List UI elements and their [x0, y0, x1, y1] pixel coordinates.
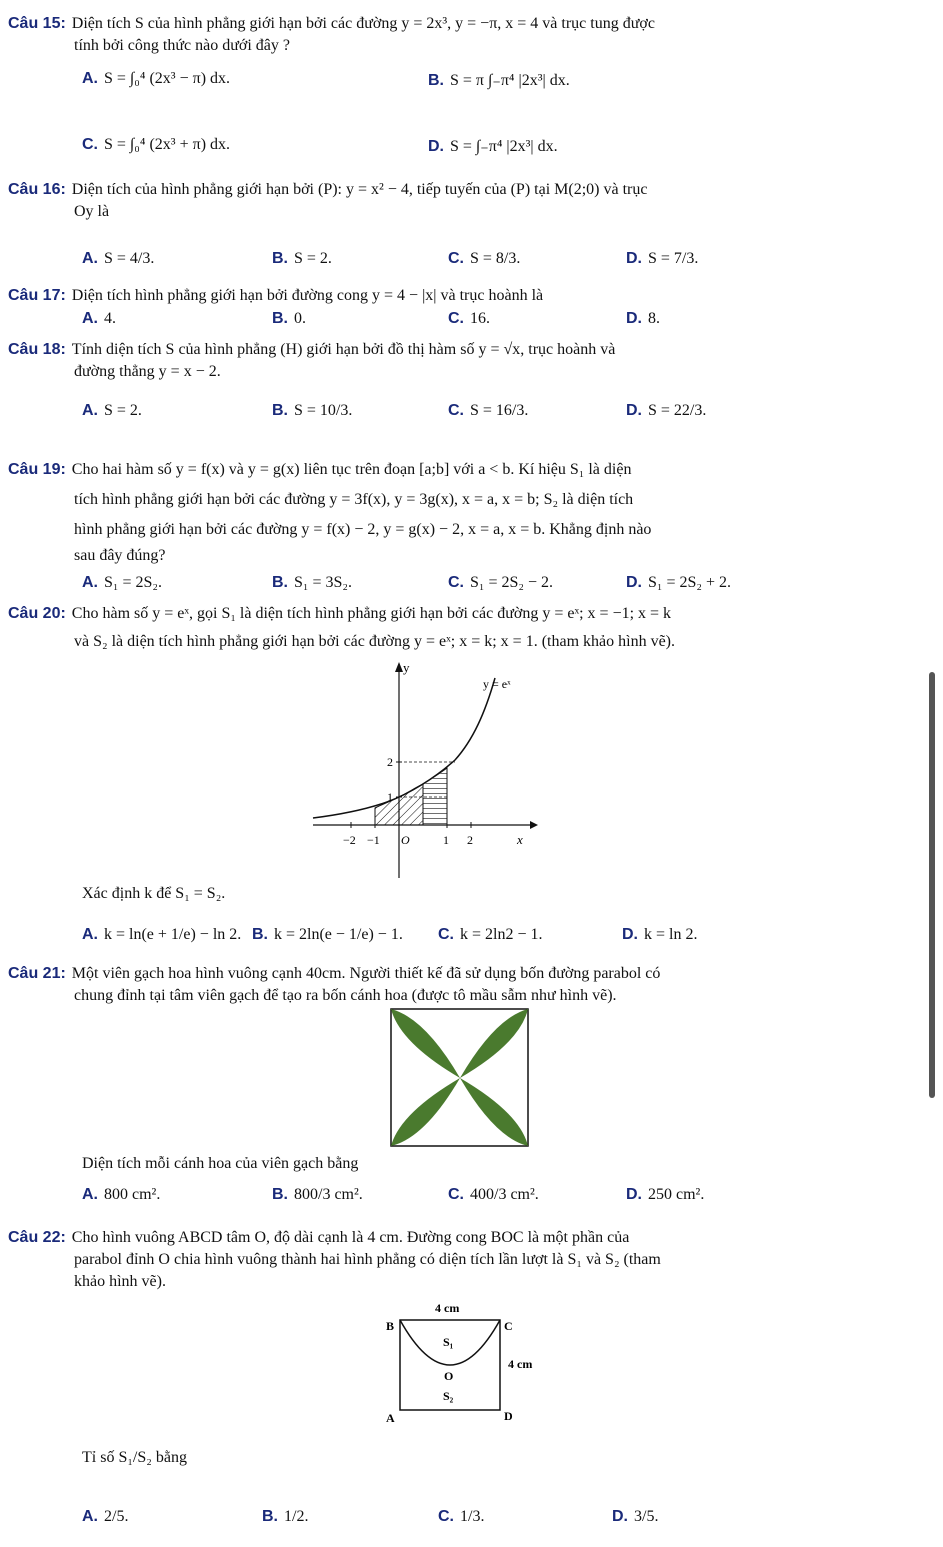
point-c: C	[504, 1319, 513, 1333]
option-c[interactable]: C. 400/3 cm².	[448, 1186, 539, 1203]
option-d[interactable]: D. k = ln 2.	[622, 926, 698, 943]
option-a[interactable]: A. 800 cm².	[82, 1186, 161, 1203]
option-a[interactable]: A. k = ln(e + 1/e) − ln 2.	[82, 926, 242, 943]
scrollbar-thumb[interactable]	[929, 672, 935, 1098]
question-stem-cont: chung đỉnh tại tâm viên gạch để tạo ra bốn cánh hoa (được tô mầu sẫm như hình vẽ).	[74, 987, 617, 1004]
tick-neg2: −2	[343, 833, 356, 847]
question-number: Câu 17:	[8, 287, 66, 304]
question-stem-cont: tích hình phẳng giới hạn bởi các đường y = 3f(x), y = 3g(x), x = a, x = b; S₂ là diện tích	[74, 491, 634, 508]
option-c[interactable]: C. S₁ = 2S₂ − 2.	[448, 574, 553, 591]
question-18	[8, 338, 908, 383]
question-stem-cont: parabol đỉnh O chia hình vuông thành hai hình phẳng có diện tích lần lượt là S₁ và S₂ (tham	[74, 1251, 661, 1268]
option-c[interactable]: C. k = 2ln2 − 1.	[438, 926, 543, 943]
option-d[interactable]: D. S = 22/3.	[626, 402, 707, 419]
question-stem-cont: Diện tích mỗi cánh hoa của viên gạch bằng	[82, 1155, 359, 1172]
question-21-ask	[82, 1152, 682, 1175]
option-a[interactable]: A. S₁ = 2S₂.	[82, 574, 162, 591]
side-length: 4 cm	[508, 1357, 533, 1371]
question-number: Câu 16:	[8, 181, 66, 198]
question-22-ask	[82, 1446, 582, 1469]
point-b: B	[386, 1319, 395, 1333]
point-a: A	[386, 1411, 395, 1425]
option-c[interactable]: C. 1/3.	[438, 1508, 485, 1525]
question-stem: Cho hàm số y = eˣ, gọi S₁ là diện tích hình phẳng giới hạn bởi các đường y = eˣ; x = −1; x = k	[71, 605, 672, 622]
question-stem-cont: Tỉ số S₁/S₂ bằng	[82, 1449, 187, 1466]
option-b[interactable]: B. S = 2.	[272, 250, 332, 267]
question-20	[8, 602, 908, 653]
option-b[interactable]: B. S₁ = 3S₂.	[272, 574, 352, 591]
option-b[interactable]: B. 1/2.	[262, 1508, 309, 1525]
top-length: 4 cm	[435, 1301, 460, 1315]
exp-graph	[305, 658, 540, 880]
question-stem: Cho hai hàm số y = f(x) và y = g(x) liên tục trên đoạn [a;b] với a < b. Kí hiệu S₁ là diện	[71, 461, 632, 478]
option-a[interactable]: A. 2/5.	[82, 1508, 129, 1525]
x-label: x	[517, 832, 523, 847]
point-d: D	[504, 1409, 513, 1423]
question-22	[8, 1226, 908, 1293]
question-stem-cont: sau đây đúng?	[74, 547, 166, 564]
question-stem: Diện tích S của hình phẳng giới hạn bởi các đường y = 2x³, y = −π, x = 4 và trục tung được	[71, 15, 655, 32]
option-a[interactable]: A. 4.	[82, 310, 116, 327]
question-21	[8, 962, 908, 1007]
question-number: Câu 19:	[8, 461, 66, 478]
question-number: Câu 15:	[8, 15, 66, 32]
question-stem-cont: khảo hình vẽ).	[74, 1273, 166, 1290]
option-c[interactable]: C. S = ∫₀⁴ (2x³ + π) dx.	[82, 136, 231, 153]
option-a[interactable]: A. S = 4/3.	[82, 250, 155, 267]
origin-label: O	[401, 833, 410, 847]
option-b[interactable]: B. S = π ∫₋π⁴ |2x³| dx.	[428, 72, 570, 89]
question-stem-cont: Oy là	[74, 203, 110, 220]
question-stem-cont: Xác định k để S₁ = S₂.	[82, 885, 226, 902]
question-number: Câu 21:	[8, 965, 66, 982]
y-arrow-icon	[395, 662, 403, 672]
question-number: Câu 20:	[8, 605, 66, 622]
point-o: O	[444, 1369, 454, 1383]
tick-y1: 1	[387, 790, 393, 804]
question-20-ask	[82, 882, 582, 905]
label-s1: S₁	[443, 1335, 454, 1349]
question-stem: Cho hình vuông ABCD tâm O, độ dài cạnh là 4 cm. Đường cong BOC là một phần của	[71, 1229, 630, 1246]
question-stem: Tính diện tích S của hình phẳng (H) giới hạn bởi đồ thị hàm số y = √x, trục hoành và	[71, 341, 616, 358]
question-stem: Một viên gạch hoa hình vuông cạnh 40cm. Người thiết kế đã sử dụng bốn đường parabol có	[71, 965, 661, 982]
y-label: y	[403, 660, 410, 675]
question-stem-cont: đường thẳng y = x − 2.	[74, 363, 221, 380]
option-d[interactable]: D. S = ∫₋π⁴ |2x³| dx.	[428, 138, 558, 155]
option-b[interactable]: B. k = 2ln(e − 1/e) − 1.	[252, 926, 403, 943]
question-stem-cont: tính bởi công thức nào dưới đây ?	[74, 37, 290, 54]
question-17	[8, 284, 908, 307]
question-number: Câu 18:	[8, 341, 66, 358]
question-stem-cont: hình phẳng giới hạn bởi các đường y = f(x) − 2, y = g(x) − 2, x = a, x = b. Khẳng định nào	[74, 521, 652, 538]
option-d[interactable]: D. S = 7/3.	[626, 250, 699, 267]
question-stem: Diện tích của hình phẳng giới hạn bởi (P): y = x² − 4, tiếp tuyến của (P) tại M(2;0) và trục	[71, 181, 648, 198]
curve-label: y = eˣ	[483, 677, 511, 691]
question-stem-cont: và S₂ là diện tích hình phẳng giới hạn bởi các đường y = eˣ; x = k; x = 1. (tham khảo hình vẽ).	[74, 633, 675, 650]
x-arrow-icon	[530, 821, 538, 829]
question-16	[8, 178, 908, 223]
square-figure	[380, 1300, 550, 1430]
option-d[interactable]: D. 3/5.	[612, 1508, 659, 1525]
question-15	[8, 12, 908, 57]
question-stem: Diện tích hình phẳng giới hạn bởi đường cong y = 4 − |x| và trục hoành là	[71, 287, 544, 304]
option-c[interactable]: C. S = 16/3.	[448, 402, 529, 419]
tile-figure	[390, 1008, 530, 1148]
option-b[interactable]: B. 800/3 cm².	[272, 1186, 363, 1203]
option-b[interactable]: B. S = 10/3.	[272, 402, 353, 419]
tick-2: 2	[467, 833, 473, 847]
question-19	[8, 458, 908, 567]
tick-neg1: −1	[367, 833, 380, 847]
option-d[interactable]: D. 250 cm².	[626, 1186, 705, 1203]
label-s2: S₂	[443, 1389, 454, 1403]
option-b[interactable]: B. 0.	[272, 310, 306, 327]
option-a[interactable]: A. S = 2.	[82, 402, 142, 419]
option-c[interactable]: C. S = 8/3.	[448, 250, 521, 267]
option-d[interactable]: D. 8.	[626, 310, 660, 327]
option-a[interactable]: A. S = ∫₀⁴ (2x³ − π) dx.	[82, 70, 231, 87]
option-d[interactable]: D. S₁ = 2S₂ + 2.	[626, 574, 731, 591]
option-c[interactable]: C. 16.	[448, 310, 490, 327]
tick-1: 1	[443, 833, 449, 847]
tick-y2: 2	[387, 755, 393, 769]
question-number: Câu 22:	[8, 1229, 66, 1246]
